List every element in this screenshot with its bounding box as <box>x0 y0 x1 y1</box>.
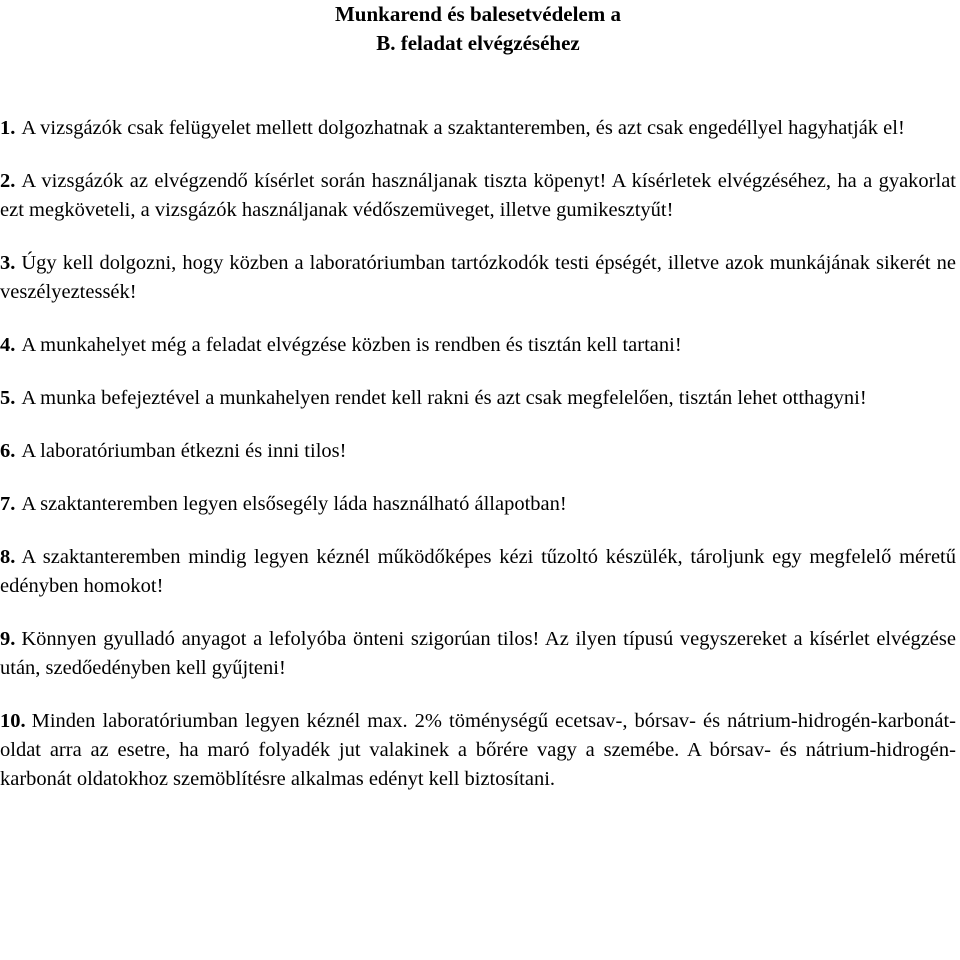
rule-item-10 <box>0 707 956 794</box>
title-line-1: Munkarend és balesetvédelem a <box>334 2 621 26</box>
rule-item-8 <box>0 543 956 601</box>
rule-item-9 <box>0 625 956 683</box>
rule-item-3 <box>0 249 956 307</box>
rule-number: 7. <box>0 493 16 515</box>
rule-number: 4. <box>0 334 16 356</box>
rule-item-4 <box>0 331 956 360</box>
rule-number: 8. <box>0 546 16 568</box>
rule-text: A laboratóriumban étkezni és inni tilos! <box>21 440 347 462</box>
rule-number: 6. <box>0 440 16 462</box>
title-line-2: B. feladat elvégzéséhez <box>376 31 580 55</box>
rule-item-1 <box>0 114 956 143</box>
rule-number: 9. <box>0 628 16 650</box>
rule-item-5 <box>0 384 956 413</box>
rule-text: A munka befejeztével a munkahelyen rendet kell rakni és azt csak megfelelően, tisztán lehet otthagyni! <box>21 387 867 409</box>
rule-text: A szaktanteremben mindig legyen kéznél működőképes kézi tűzoltó készülék, tároljunk egy megfelelő méretű edényben homokot! <box>0 546 956 597</box>
rule-number: 2. <box>0 170 16 192</box>
rule-number: 1. <box>0 117 16 139</box>
document-title <box>0 0 956 58</box>
rule-item-7 <box>0 490 956 519</box>
rule-text: Úgy kell dolgozni, hogy közben a laboratóriumban tartózkodók testi épségét, illetve azok munkájának sikerét ne veszélyeztessék! <box>0 252 956 303</box>
rule-item-6 <box>0 437 956 466</box>
rule-number: 3. <box>0 252 16 274</box>
rule-text: A szaktanteremben legyen elsősegély láda használható állapotban! <box>21 493 567 515</box>
rule-item-2 <box>0 167 956 225</box>
rule-number: 10. <box>0 710 26 732</box>
rule-text: Könnyen gyulladó anyagot a lefolyóba önteni szigorúan tilos! Az ilyen típusú vegyszereket a kísérlet elvégzése után, szedőedényben kell gyűjteni! <box>0 628 956 679</box>
rule-text: A vizsgázók csak felügyelet mellett dolgozhatnak a szaktanteremben, és azt csak engedéllyel hagyhatják el! <box>21 117 905 139</box>
rules-list <box>0 114 956 818</box>
rule-text: A vizsgázók az elvégzendő kísérlet során használjanak tiszta köpenyt! A kísérletek elvégzéséhez, ha a gyakorlat ezt megköveteli, a vizsgázók használjanak védőszemüveget, illetve gumikesztyűt! <box>0 170 956 221</box>
rule-text: Minden laboratóriumban legyen kéznél max. 2% töménységű ecetsav-, bórsav- és nátrium-hidrogén-karbonát-oldat arra az esetre, ha maró folyadék jut valakinek a bőrére vagy a szemébe. A bórsav- és nátrium-hidrogén-karbonát oldatokhoz szemöblítésre alkalmas edényt kell biztosítani. <box>0 710 956 790</box>
rule-number: 5. <box>0 387 16 409</box>
rule-text: A munkahelyet még a feladat elvégzése közben is rendben és tisztán kell tartani! <box>21 334 682 356</box>
